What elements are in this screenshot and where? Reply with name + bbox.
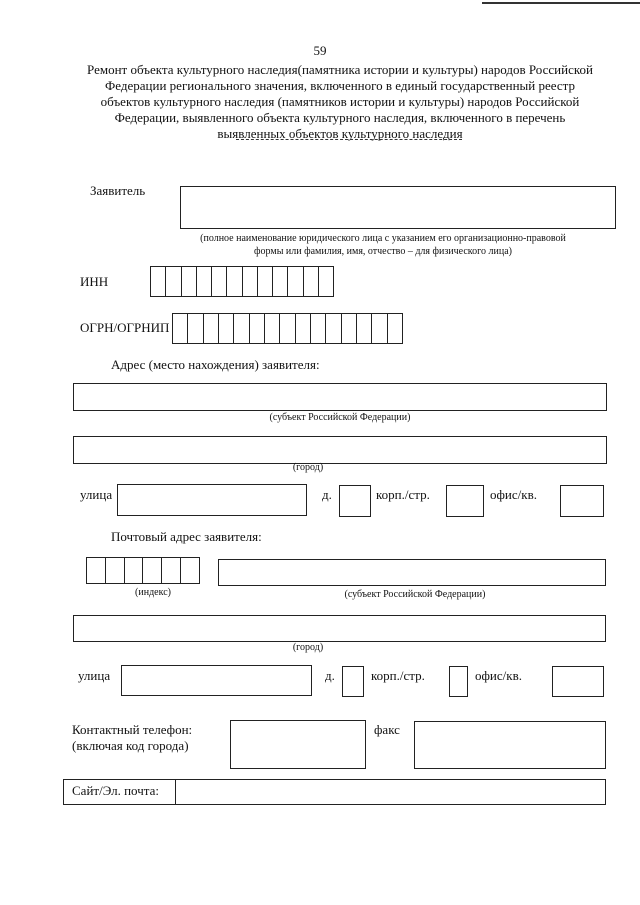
postal-office-field[interactable] [552, 666, 604, 697]
applicant-caption-1: (полное наименование юридического лица с указанием его организационно-правовой [200, 233, 566, 244]
applicant-label: Заявитель [90, 183, 146, 198]
applicant-name-field[interactable] [180, 186, 616, 229]
address-building-label: корп./стр. [376, 487, 430, 502]
postal-office-label: офис/кв. [475, 668, 522, 683]
address-city-caption: (город) [292, 462, 324, 473]
page-number: 59 [313, 43, 327, 58]
address-office-field[interactable] [560, 485, 604, 517]
site-email-label: Сайт/Эл. почта: [72, 783, 159, 798]
ogrn-field[interactable] [172, 313, 403, 344]
postal-subject-field[interactable] [218, 559, 606, 586]
inn-label: ИНН [80, 274, 109, 289]
fax-field[interactable] [414, 721, 606, 769]
ogrn-label: ОГРН/ОГРНИП [80, 320, 170, 335]
phone-label: Контактный телефон: [72, 722, 193, 737]
postal-city-field[interactable] [73, 615, 606, 642]
title-dashed-rule [236, 139, 462, 140]
address-street-field[interactable] [117, 484, 307, 516]
fax-label: факс [374, 722, 400, 737]
form-title: Ремонт объекта культурного наследия(памятника истории и культуры) народов Российской Федерации регионального значения, включенного в единый государственный реестр объектов культурного наследия (памятников истории и культуры) народов Российской Федерации, выявленного объекта культурного наследия, включенного в перечень выявленных объектов культурного наследия [87, 62, 593, 141]
postal-subject-caption: (субъект Российской Федерации) [344, 589, 486, 600]
address-street-label: улица [80, 487, 113, 502]
postal-building-field[interactable] [449, 666, 468, 697]
postal-house-label: д. [325, 668, 335, 683]
address-house-label: д. [322, 487, 332, 502]
site-email-row [63, 779, 606, 805]
postal-street-label: улица [78, 668, 111, 683]
postal-city-caption: (город) [292, 642, 324, 653]
postal-building-label: корп./стр. [371, 668, 425, 683]
address-office-label: офис/кв. [490, 487, 537, 502]
postal-index-caption: (индекс) [135, 587, 171, 598]
phone-label-note: (включая код города) [72, 738, 189, 753]
inn-field[interactable] [150, 266, 334, 297]
address-heading: Адрес (место нахождения) заявителя: [111, 357, 320, 372]
postal-heading: Почтовый адрес заявителя: [111, 529, 262, 544]
address-city-field[interactable] [73, 436, 607, 464]
postal-index-field[interactable] [86, 557, 200, 584]
address-subject-caption: (субъект Российской Федерации) [269, 412, 411, 423]
phone-field[interactable] [230, 720, 366, 769]
address-building-field[interactable] [446, 485, 484, 517]
address-subject-field[interactable] [73, 383, 607, 411]
address-house-field[interactable] [339, 485, 371, 517]
applicant-caption-2: формы или фамилия, имя, отчество – для физического лица) [254, 246, 512, 257]
site-email-field[interactable] [175, 779, 606, 805]
postal-street-field[interactable] [121, 665, 312, 696]
postal-house-field[interactable] [342, 666, 364, 697]
top-rule [482, 2, 640, 4]
